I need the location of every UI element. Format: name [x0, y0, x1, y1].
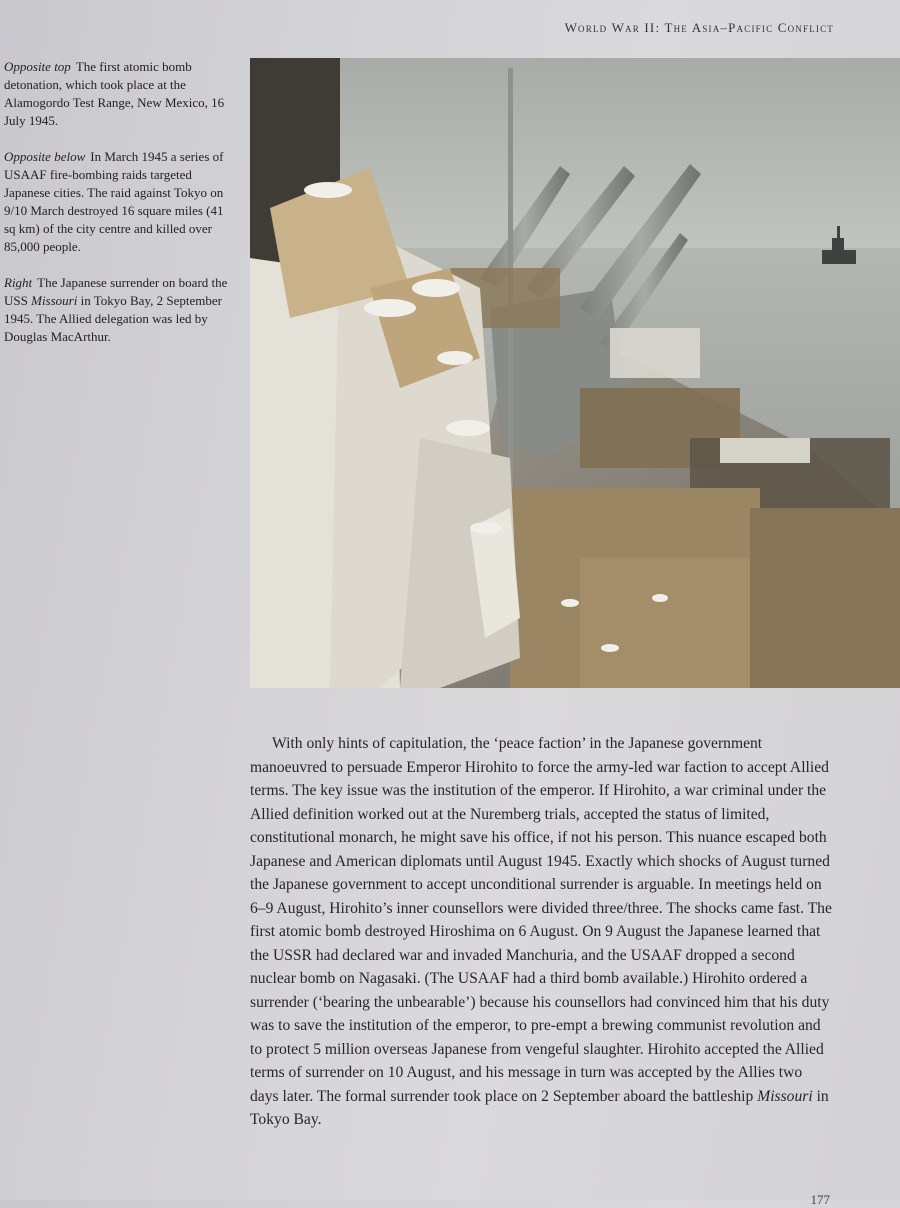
caption-opposite-top	[4, 58, 232, 130]
caption-opposite-below	[4, 148, 232, 256]
caption-label: Right	[4, 275, 33, 290]
caption-right	[4, 274, 232, 346]
caption-label: Opposite below	[4, 149, 86, 164]
photo-illustration	[250, 58, 900, 688]
caption-text: The first atomic bomb detonation, which took place at the Alamogordo Test Range, New Mexico, 16 July 1945.	[4, 59, 225, 128]
running-head: World War II: The Asia–Pacific Conflict	[564, 20, 834, 35]
ship-name: Missouri	[757, 1087, 813, 1105]
surrender-ceremony-photo	[250, 58, 900, 688]
ship-name: Missouri	[31, 293, 78, 308]
body-paragraph	[250, 732, 832, 1132]
body-text	[250, 732, 832, 1132]
caption-text: The Japanese surrender on board the USS	[4, 275, 228, 308]
body-text-run: in Tokyo Bay.	[250, 1087, 829, 1128]
body-text-run: With only hints of capitulation, the ‘peace faction’ in the Japanese government manoeuvred to persuade Emperor Hirohito to force the army-led war faction to accept Allied terms. The key issue was the institution of the emperor. If Hirohito, a war criminal under the Allied definition worked out at the Nuremberg trials, accepted the status of limited, constitutional monarch, he might save his office, if not his person. This nuance escaped both Japanese and American diplomats until August 1945. Exactly which shocks of August turned the Japanese government to accept unconditional surrender is arguable. In meetings held on 6–9 August, Hirohito’s inner counsellors were divided three/three. The shocks came fast. The first atomic bomb destroyed Hiroshima on 6 August. On 9 August the Japanese learned that the USSR had declared war and invaded Manchuria, and the USAAF dropped a second nuclear bomb on Nagasaki. (The USAAF had a third bomb available.) Hirohito ordered a surrender (‘bearing the unbearable’) because his counsellors had convinced him that his duty was to save the institution of the emperor, to pre-empt a brewing communist revolution and to protect 5 million overseas Japanese from vengeful slaughter. Hirohito accepted the Allied terms of surrender on 10 August, and his message in turn was accepted by the Allies two days later. The formal surrender took place on 2 September aboard the battleship	[250, 735, 832, 1105]
caption-text: in Tokyo Bay, 2 September 1945. The Allied delegation was led by Douglas MacArthur.	[4, 293, 222, 344]
caption-label: Opposite top	[4, 59, 71, 74]
crowd-foreground-khaki	[510, 488, 900, 688]
caption-column	[4, 58, 232, 364]
caption-text: In March 1945 a series of USAAF fire-bombing raids targeted Japanese cities. The raid against Tokyo on 9/10 March destroyed 16 square miles (41 sq km) of the city centre and killed over 85,000 people.	[4, 149, 224, 254]
page-number: 177	[810, 1192, 830, 1207]
